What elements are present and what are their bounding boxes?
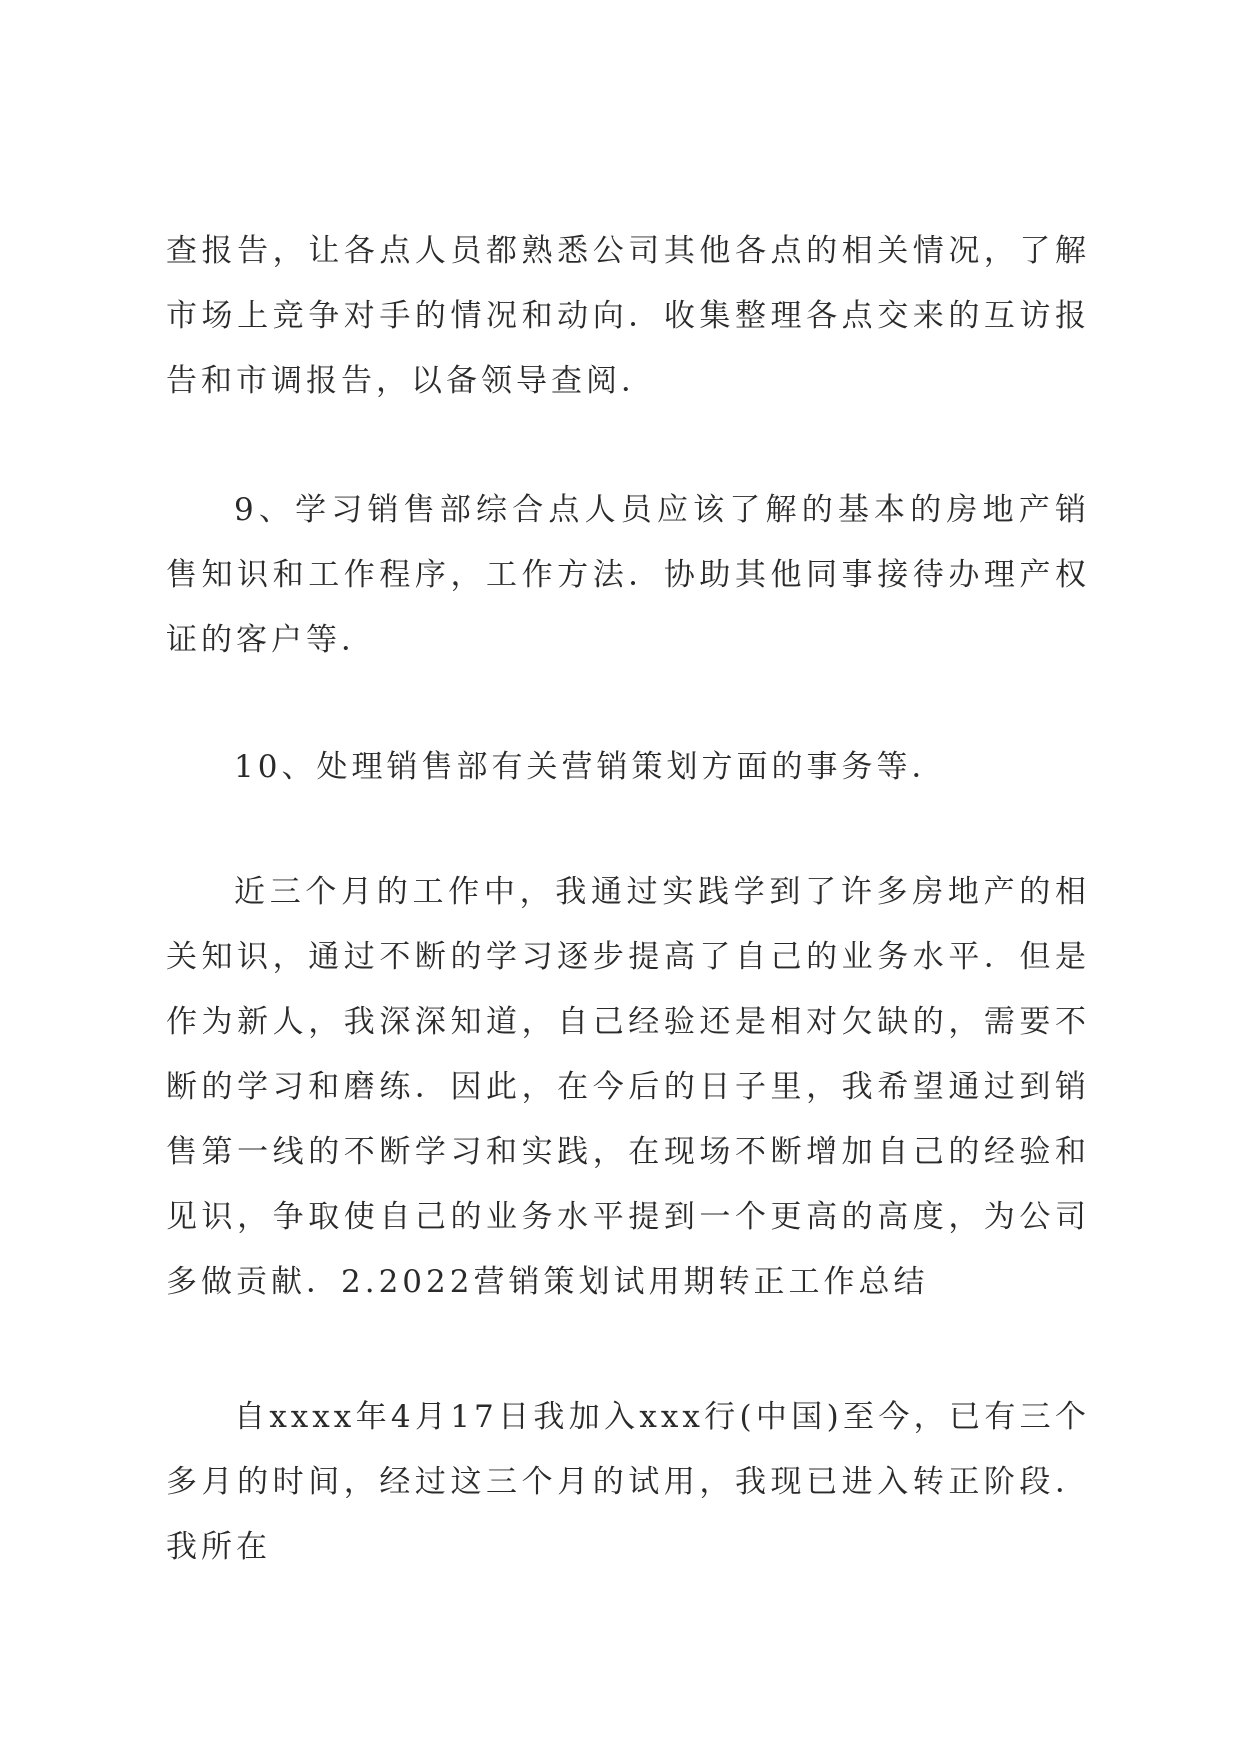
paragraph-probation-intro: 自xxxx年4月17日我加入xxx行(中国)至今，已有三个多月的时间，经过这三个月的试用，我现已进入转正阶段．我所在 — [166, 1399, 1090, 1565]
paragraph-summary: 近三个月的工作中，我通过实践学到了许多房地产的相关知识，通过不断的学习逐步提高了自己的业务水平．但是作为新人，我深深知道，自己经验还是相对欠缺的，需要不断的学习和磨练．因此，在今后的日子里，我希望通过到销售第一线的不断学习和实践，在现场不断增加自己的经验和见识，争取使自己的业务水平提到一个更高的高度，为公司多做贡献．2.2022营销策划试用期转正工作总结 — [166, 874, 1090, 1300]
paragraph-item-9: 9、学习销售部综合点人员应该了解的基本的房地产销售知识和工作程序，工作方法．协助其他同事接待办理产权证的客户等． — [166, 492, 1090, 658]
paragraph-item-10: 10、处理销售部有关营销策划方面的事务等． — [234, 749, 947, 785]
paragraph-report-collection: 查报告，让各点人员都熟悉公司其他各点的相关情况，了解市场上竞争对手的情况和动向．收集整理各点交来的互访报告和市调报告，以备领导查阅． — [166, 233, 1090, 399]
